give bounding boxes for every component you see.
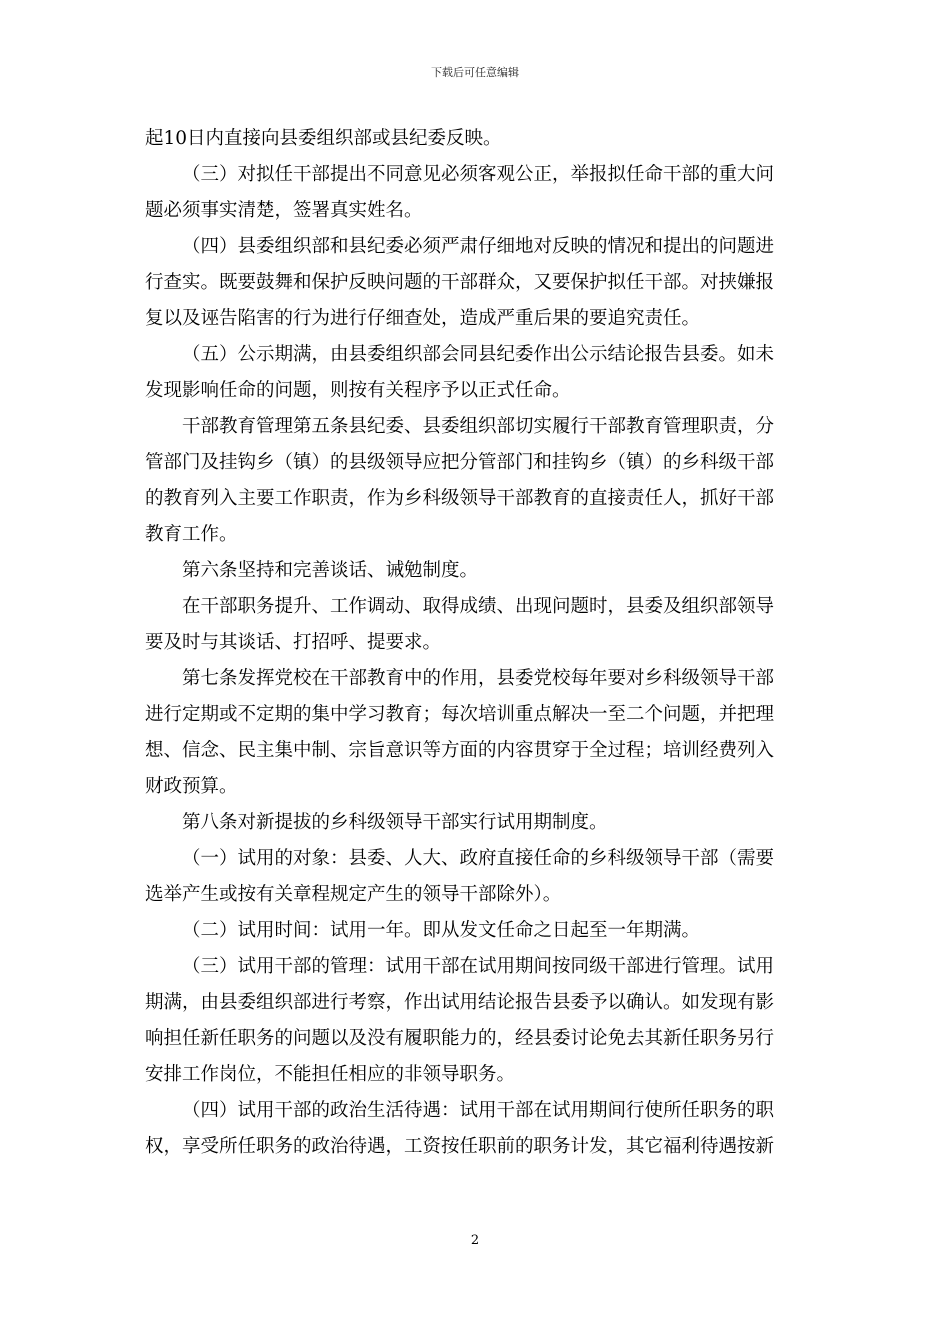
text-line: 选举产生或按有关章程规定产生的领导干部除外）。 <box>145 884 562 905</box>
page-number: 2 <box>470 1233 480 1248</box>
text-line: （四）试用干部的政治生活待遇：试用干部在试用期间行使所任职务的职 <box>182 1100 775 1121</box>
text-line: 期满，由县委组织部进行考察，作出试用结论报告县委予以确认。如发现有影 <box>145 992 775 1013</box>
page-header: 下载后可任意编辑 <box>431 66 519 79</box>
document-body <box>145 121 809 1165</box>
text-line: 行查实。既要鼓舞和保护反映问题的干部群众，又要保护拟任干部。对挟嫌报 <box>145 272 775 293</box>
text-line: 起10日内直接向县委组织部或县纪委反映。 <box>145 128 502 149</box>
text-line: 安排工作岗位，不能担任相应的非领导职务。 <box>145 1064 516 1085</box>
text-line: 第七条发挥党校在干部教育中的作用，县委党校每年要对乡科级领导干部 <box>182 668 775 689</box>
text-line: （三）试用干部的管理：试用干部在试用期间按同级干部进行管理。试用 <box>182 956 775 977</box>
text-line: 第六条坚持和完善谈话、诫勉制度。 <box>182 560 479 581</box>
text-line: 想、信念、民主集中制、宗旨意识等方面的内容贯穿于全过程；培训经费列入 <box>145 740 775 761</box>
text-line: 第八条对新提拔的乡科级领导干部实行试用期制度。 <box>182 812 608 833</box>
text-line: （三）对拟任干部提出不同意见必须客观公正，举报拟任命干部的重大问 <box>182 164 775 185</box>
text-line: （四）县委组织部和县纪委必须严肃仔细地对反映的情况和提出的问题进 <box>182 236 775 257</box>
text-line: （二）试用时间：试用一年。即从发文任命之日起至一年期满。 <box>182 920 701 941</box>
text-line: 干部教育管理第五条县纪委、县委组织部切实履行干部教育管理职责，分 <box>182 416 775 437</box>
text-line: 在干部职务提升、工作调动、取得成绩、出现问题时，县委及组织部领导 <box>182 596 775 617</box>
text-line: 管部门及挂钩乡（镇）的县级领导应把分管部门和挂钩乡（镇）的乡科级干部 <box>145 452 775 473</box>
text-line: 要及时与其谈话、打招呼、提要求。 <box>145 632 442 653</box>
text-line: 教育工作。 <box>145 524 238 545</box>
text-line: 复以及诬告陷害的行为进行仔细查处，造成严重后果的要追究责任。 <box>145 308 701 329</box>
text-line: 进行定期或不定期的集中学习教育；每次培训重点解决一至二个问题，并把理 <box>145 704 775 725</box>
text-line: （五）公示期满，由县委组织部会同县纪委作出公示结论报告县委。如未 <box>182 344 775 365</box>
text-line: 的教育列入主要工作职责，作为乡科级领导干部教育的直接责任人，抓好干部 <box>145 488 775 509</box>
text-line: 响担任新任职务的问题以及没有履职能力的，经县委讨论免去其新任职务另行 <box>145 1028 775 1049</box>
text-line: 权，享受所任职务的政治待遇，工资按任职前的职务计发，其它福利待遇按新 <box>145 1136 775 1157</box>
text-line: 题必须事实清楚，签署真实姓名。 <box>145 200 423 221</box>
text-line: 财政预算。 <box>145 776 238 797</box>
text-line: （一）试用的对象：县委、人大、政府直接任命的乡科级领导干部（需要 <box>182 848 775 869</box>
text-line: 发现影响任命的问题，则按有关程序予以正式任命。 <box>145 380 571 401</box>
